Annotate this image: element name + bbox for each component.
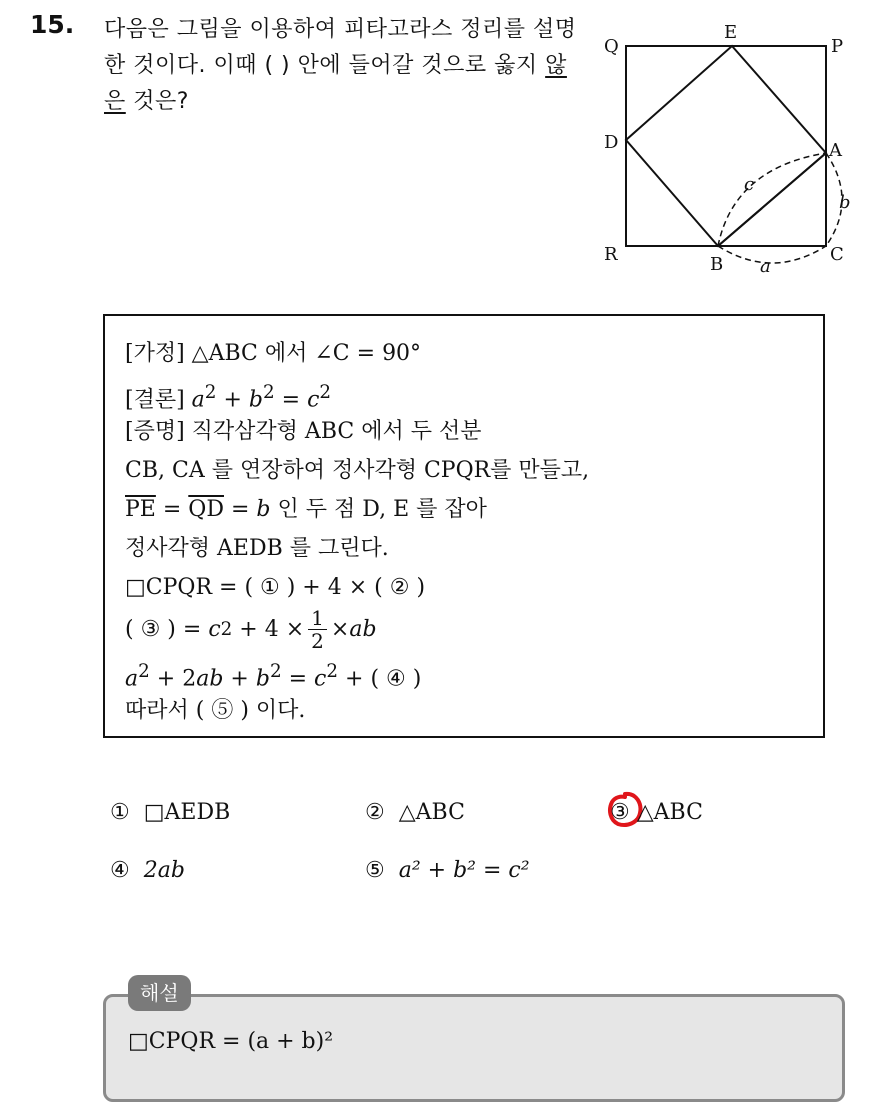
label-side-c: c [744,174,755,195]
proof-line-4: 정사각형 AEDB 를 그린다. [125,536,389,561]
fraction-half: $\frac{1}{2}$ [308,607,327,652]
proof-eq-1: □CPQR = ( ① ) + 4 × ( ② ) [125,575,426,600]
explanation-text: □CPQR = (a + b)² [128,1029,334,1054]
proof-line-1: [증명] 직각삼각형 ABC 에서 두 선분 [125,419,482,444]
pythagoras-figure [596,18,866,280]
label-c: C [830,244,844,265]
label-e: E [724,22,738,43]
choice-5[interactable]: ⑤ a² + b² = c² [365,858,530,883]
question-number: 15. [30,10,75,39]
segment-ab [718,153,826,246]
proof-conclusion: [결론] $a^2 + b^2 = c^2$ [125,382,332,413]
proof-final: 따라서 ( ⑤ ) 이다. [125,698,306,723]
label-q: Q [604,36,619,57]
square-cpqr [626,46,826,246]
choice-2[interactable]: ② △ABC [365,800,465,825]
label-side-a: a [760,256,771,277]
explanation-tag: 해설 [128,975,191,1011]
label-d: D [604,132,619,153]
explanation-box [103,994,845,1102]
choice-4[interactable]: ④ 2ab [110,858,185,883]
label-side-b: b [839,192,851,213]
arc-a [718,246,826,263]
underlined-word: 않은 [104,53,567,114]
proof-line-2: CB, CA 를 연장하여 정사각형 CPQR를 만들고, [125,458,590,483]
square-aedb [626,46,826,246]
proof-eq-3: $a^2 + 2ab + b^2 = c^2$ + ( ④ ) [125,661,422,692]
proof-line-3: $\overline{PE} = \overline{QD} = b$ 인 두 점 D, E 를 잡아 [125,497,487,522]
proof-eq-2: ( ③ ) = c 2 + 4 × $\frac{1}{2}$ × ab [125,606,377,653]
label-r: R [604,244,618,265]
label-b: B [710,254,724,275]
proof-hypothesis: [가정] △ABC 에서 ∠C = 90° [125,341,422,366]
label-p: P [831,36,844,57]
proof-box [103,314,825,738]
choice-1[interactable]: ① □AEDB [110,800,231,825]
label-a: A [829,140,842,161]
choice-3[interactable]: ③ △ABC [610,800,703,825]
question-text: 다음은 그림을 이용하여 피타고라스 정리를 설명한 것이다. 이때 ( ) 안에 들어갈 것으로 옳지 않은 것은? [104,17,577,114]
